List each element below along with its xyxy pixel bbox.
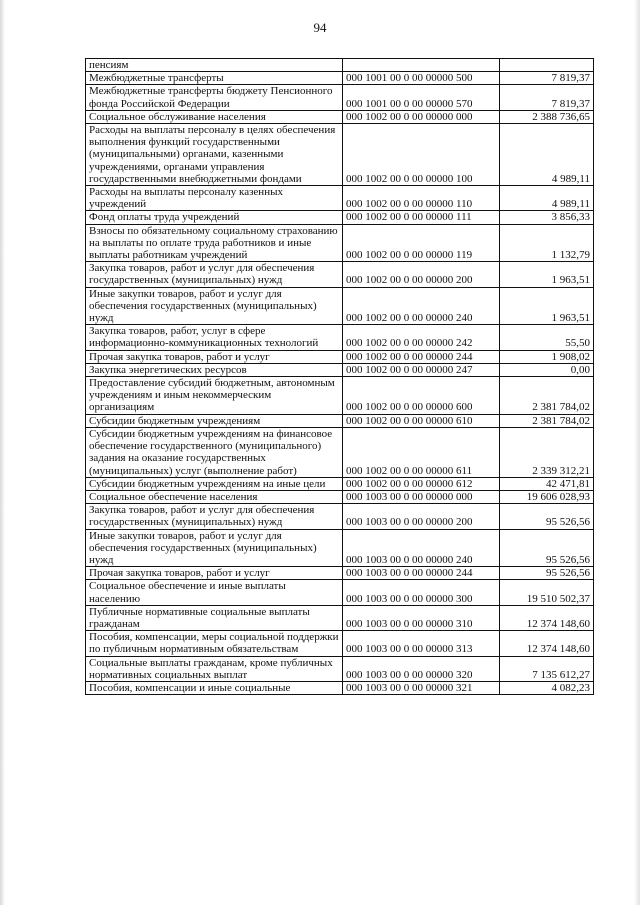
row-code: 000 1003 00 0 00 00000 313 [343, 631, 500, 656]
row-code: 000 1002 00 0 00 00000 611 [343, 427, 500, 477]
row-code: 000 1002 00 0 00 00000 119 [343, 224, 500, 262]
table-row [86, 211, 594, 224]
row-name: Публичные нормативные социальные выплаты гражданам [86, 605, 343, 630]
row-code: 000 1002 00 0 00 00000 110 [343, 186, 500, 211]
table-row [86, 477, 594, 490]
row-sum: 12 374 148,60 [500, 631, 594, 656]
row-code: 000 1002 00 0 00 00000 612 [343, 477, 500, 490]
scan-right-edge [634, 0, 640, 905]
table-row [86, 350, 594, 363]
row-sum: 7 135 612,27 [500, 656, 594, 681]
row-sum: 55,50 [500, 325, 594, 350]
row-code: 000 1003 00 0 00 00000 000 [343, 490, 500, 503]
row-name: Социальное обслуживание населения [86, 110, 343, 123]
table-row [86, 124, 594, 186]
row-code: 000 1002 00 0 00 00000 000 [343, 110, 500, 123]
row-sum: 4 989,11 [500, 186, 594, 211]
budget-table [85, 58, 594, 695]
row-name: Расходы на выплаты персоналу казенных учреждений [86, 186, 343, 211]
row-sum: 7 819,37 [500, 85, 594, 110]
row-code: 000 1002 00 0 00 00000 242 [343, 325, 500, 350]
table-row [86, 580, 594, 605]
row-sum: 1 908,02 [500, 350, 594, 363]
page-number: 94 [313, 20, 327, 35]
row-name: Межбюджетные трансферты бюджету Пенсионного фонда Российской Федерации [86, 85, 343, 110]
row-name: Межбюджетные трансферты [86, 72, 343, 85]
table-row [86, 656, 594, 681]
budget-table-body [86, 59, 594, 695]
table-row [86, 262, 594, 287]
row-name: Социальное обеспечение населения [86, 490, 343, 503]
row-code: 000 1002 00 0 00 00000 247 [343, 363, 500, 376]
row-name: Фонд оплаты труда учреждений [86, 211, 343, 224]
row-name: Прочая закупка товаров, работ и услуг [86, 350, 343, 363]
table-row [86, 529, 594, 567]
table-row [86, 490, 594, 503]
table-row [86, 631, 594, 656]
row-name: Иные закупки товаров, работ и услуг для обеспечения государственных (муниципальных) нужд [86, 287, 343, 325]
row-sum: 1 963,51 [500, 262, 594, 287]
table-row [86, 85, 594, 110]
table-row [86, 567, 594, 580]
row-sum: 0,00 [500, 363, 594, 376]
row-name: Субсидии бюджетным учреждениям [86, 414, 343, 427]
row-sum: 2 381 784,02 [500, 414, 594, 427]
row-name: пенсиям [86, 59, 343, 72]
row-name: Иные закупки товаров, работ и услуг для обеспечения государственных (муниципальных) нужд [86, 529, 343, 567]
table-row [86, 414, 594, 427]
table-row [86, 504, 594, 529]
row-code: 000 1003 00 0 00 00000 310 [343, 605, 500, 630]
row-sum: 1 963,51 [500, 287, 594, 325]
row-name: Закупка товаров, работ и услуг для обеспечения государственных (муниципальных) нужд [86, 262, 343, 287]
row-code: 000 1003 00 0 00 00000 244 [343, 567, 500, 580]
row-code: 000 1002 00 0 00 00000 610 [343, 414, 500, 427]
table-row [86, 363, 594, 376]
row-name: Социальное обеспечение и иные выплаты населению [86, 580, 343, 605]
row-code: 000 1002 00 0 00 00000 244 [343, 350, 500, 363]
row-name: Закупка энергетических ресурсов [86, 363, 343, 376]
scan-left-edge [0, 0, 5, 905]
row-code: 000 1002 00 0 00 00000 111 [343, 211, 500, 224]
table-row [86, 287, 594, 325]
row-name: Закупка товаров, работ и услуг для обеспечения государственных (муниципальных) нужд [86, 504, 343, 529]
row-sum: 19 510 502,37 [500, 580, 594, 605]
row-name: Пособия, компенсации, меры социальной поддержки по публичным нормативным обязательствам [86, 631, 343, 656]
row-sum: 2 381 784,02 [500, 377, 594, 415]
row-name: Предоставление субсидий бюджетным, автономным учреждениям и иным некоммерческим организациям [86, 377, 343, 415]
row-code: 000 1002 00 0 00 00000 200 [343, 262, 500, 287]
row-name: Закупка товаров, работ, услуг в сфере информационно-коммуникационных технологий [86, 325, 343, 350]
row-code: 000 1002 00 0 00 00000 240 [343, 287, 500, 325]
row-sum: 19 606 028,93 [500, 490, 594, 503]
table-row [86, 427, 594, 477]
row-code: 000 1002 00 0 00 00000 100 [343, 124, 500, 186]
row-sum: 2 388 736,65 [500, 110, 594, 123]
row-code: 000 1003 00 0 00 00000 321 [343, 681, 500, 694]
row-name: Пособия, компенсации и иные социальные [86, 681, 343, 694]
table-row [86, 59, 594, 72]
table-row [86, 605, 594, 630]
row-sum: 95 526,56 [500, 567, 594, 580]
row-name: Расходы на выплаты персоналу в целях обеспечения выполнения функций государственными (муниципальными) органами, казенными учреждениями, органами управления государственными внебюджетными фондами [86, 124, 343, 186]
row-name: Субсидии бюджетным учреждениям на финансовое обеспечение государственного (муниципального) задания на оказание государственных (муниципальных) услуг (выполнение работ) [86, 427, 343, 477]
table-row [86, 72, 594, 85]
table-row [86, 681, 594, 694]
row-code: 000 1003 00 0 00 00000 320 [343, 656, 500, 681]
table-row [86, 377, 594, 415]
row-sum: 95 526,56 [500, 529, 594, 567]
row-sum: 3 856,33 [500, 211, 594, 224]
row-code: 000 1001 00 0 00 00000 570 [343, 85, 500, 110]
row-code: 000 1003 00 0 00 00000 240 [343, 529, 500, 567]
table-row [86, 110, 594, 123]
row-code: 000 1003 00 0 00 00000 200 [343, 504, 500, 529]
row-sum: 4 082,23 [500, 681, 594, 694]
row-sum: 2 339 312,21 [500, 427, 594, 477]
row-code: 000 1002 00 0 00 00000 600 [343, 377, 500, 415]
table-row [86, 224, 594, 262]
table-row [86, 186, 594, 211]
row-sum: 4 989,11 [500, 124, 594, 186]
row-name: Субсидии бюджетным учреждениям на иные цели [86, 477, 343, 490]
row-name: Прочая закупка товаров, работ и услуг [86, 567, 343, 580]
row-code [343, 59, 500, 72]
row-sum: 12 374 148,60 [500, 605, 594, 630]
table-row [86, 325, 594, 350]
row-name: Социальные выплаты гражданам, кроме публичных нормативных социальных выплат [86, 656, 343, 681]
row-sum [500, 59, 594, 72]
row-code: 000 1003 00 0 00 00000 300 [343, 580, 500, 605]
row-name: Взносы по обязательному социальному страхованию на выплаты по оплате труда работников и иные выплаты работникам учреждений [86, 224, 343, 262]
row-code: 000 1001 00 0 00 00000 500 [343, 72, 500, 85]
row-sum: 95 526,56 [500, 504, 594, 529]
row-sum: 7 819,37 [500, 72, 594, 85]
row-sum: 1 132,79 [500, 224, 594, 262]
row-sum: 42 471,81 [500, 477, 594, 490]
